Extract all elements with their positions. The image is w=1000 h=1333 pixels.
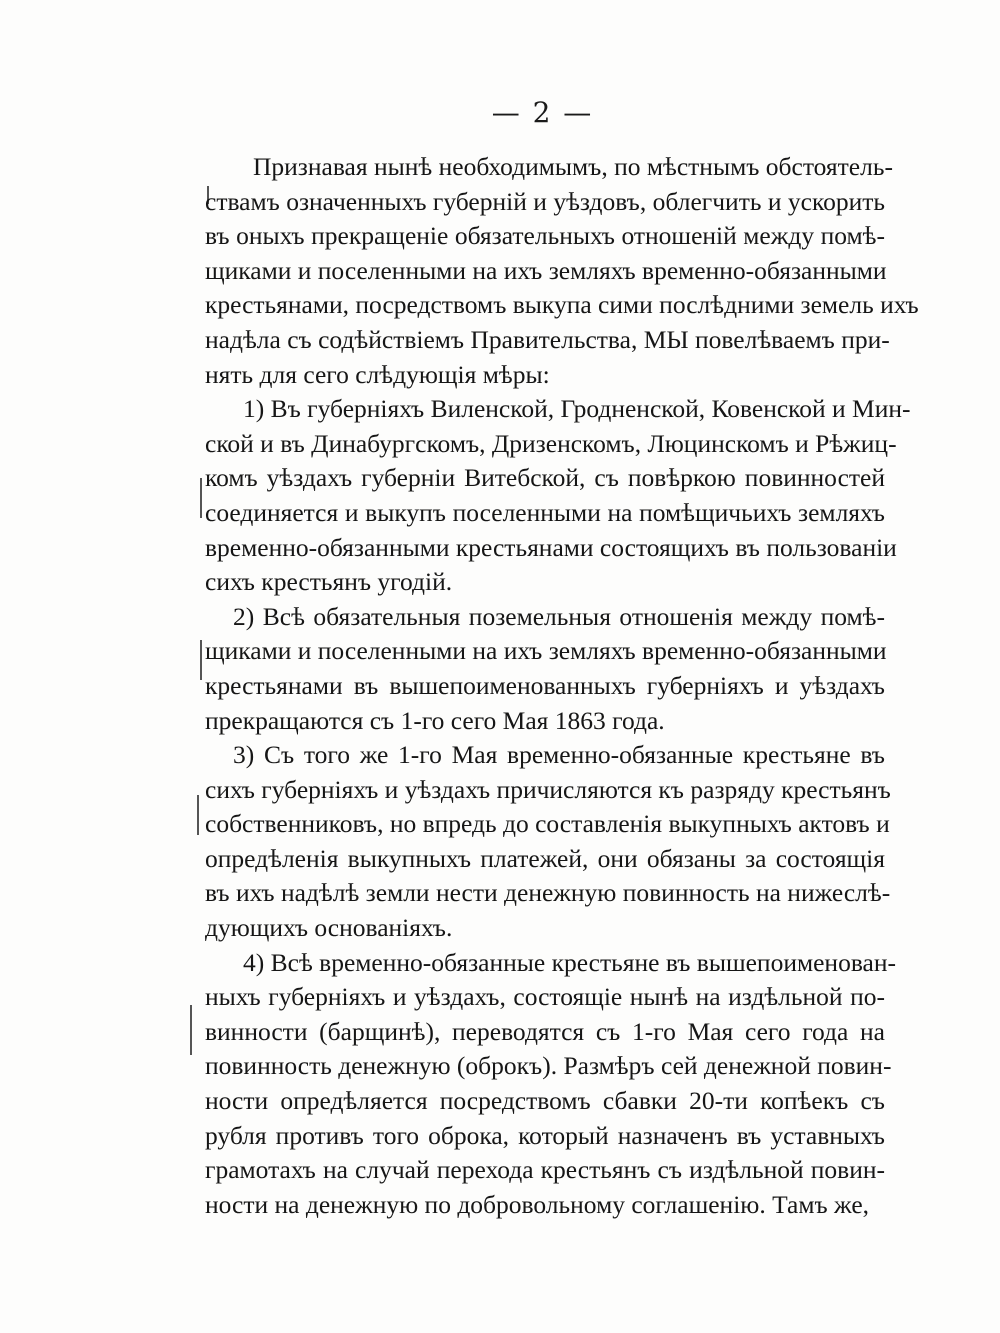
text-line: ствамъ означенныхъ губерній и уѣздовъ, облегчить и ускорить	[205, 186, 885, 216]
paragraph-intro	[205, 150, 919, 392]
text-line: соединяется и выкупъ поселенными на помѣщичьихъ земляхъ	[205, 497, 885, 527]
text-line: въ оныхъ прекращеніе обязательныхъ отношеній между помѣ-	[205, 221, 885, 251]
text-line: грамотахъ на случай перехода крестьянъ съ издѣльной повин-	[205, 1155, 885, 1185]
text-line: сихъ губерніяхъ и уѣздахъ причисляются къ разряду крестьянъ	[205, 774, 891, 804]
margin-mark	[200, 640, 202, 680]
text-line: 3) Съ того же 1-го Мая временно-обязанные крестьяне въ	[233, 740, 885, 770]
text-line: крестьянами въ вышепоименованныхъ губерніяхъ и уѣздахъ	[205, 670, 885, 700]
paragraph-item-4	[205, 946, 896, 1223]
text-line: въ ихъ надѣлѣ земли нести денежную повинность на нижеслѣ-	[205, 878, 891, 908]
margin-mark	[200, 478, 202, 518]
text-line: винности (барщинѣ), переводятся съ 1-го Мая сего года на	[205, 1016, 885, 1046]
text-line: ныхъ губерніяхъ и уѣздахъ, состоящіе нынѣ на издѣльной по-	[205, 982, 885, 1012]
paragraph-item-1	[205, 392, 911, 600]
text-line: 2) Всѣ обязательныя поземельныя отношенія между помѣ-	[233, 601, 885, 631]
text-line: комъ уѣздахъ губерніи Витебской, съ повѣркою повинностей	[205, 463, 885, 493]
margin-mark	[197, 795, 199, 835]
page-number: — 2 —	[491, 96, 594, 129]
text-line: 4) Всѣ временно-обязанные крестьяне въ вышепоименован-	[243, 947, 896, 977]
text-line: Признавая нынѣ необходимымъ, по мѣстнымъ обстоятель-	[253, 152, 893, 181]
text-line: повинность денежную (оброкъ). Размѣръ сей денежной повин-	[205, 1051, 892, 1081]
text-line: прекращаются съ 1-го сего Мая 1863 года.	[205, 705, 665, 735]
text-line: щиками и поселенными на ихъ земляхъ временно-обязанными	[205, 255, 887, 285]
paragraph-item-3	[205, 738, 891, 946]
text-line: нять для сего слѣдующія мѣры:	[205, 359, 550, 389]
text-line: 1) Въ губерніяхъ Виленской, Гродненской, Ковенской и Мин-	[243, 394, 911, 424]
text-line: ской и въ Динабургскомъ, Дризенскомъ, Люцинскомъ и Рѣжиц-	[205, 428, 897, 458]
text-line: надѣла съ содѣйствіемъ Правительства, МЫ повелѣваемъ при-	[205, 324, 890, 354]
text-line: временно-обязанными крестьянами состоящихъ въ пользованіи	[205, 532, 897, 562]
margin-mark	[190, 1005, 192, 1055]
text-line: опредѣленія выкупныхъ платежей, они обязаны за состоящія	[205, 843, 885, 873]
text-line: щиками и поселенными на ихъ земляхъ временно-обязанными	[205, 636, 887, 666]
text-line: сихъ крестьянъ угодій.	[205, 567, 453, 597]
text-line: дующихъ основаніяхъ.	[205, 913, 453, 943]
text-line: ности на денежную по добровольному соглашенію. Тамъ же,	[205, 1189, 870, 1219]
text-line: собственниковъ, но впредь до составленія выкупныхъ актовъ и	[205, 809, 890, 839]
text-line: рубля противъ того оброка, который назначенъ въ уставныхъ	[205, 1120, 885, 1150]
text-line: крестьянами, посредствомъ выкупа сими послѣдними земель ихъ	[205, 290, 919, 320]
body-text	[205, 150, 919, 1222]
paragraph-item-2	[205, 600, 885, 738]
text-line: ности опредѣляется посредствомъ сбавки 20-ти копѣекъ съ	[205, 1086, 885, 1116]
